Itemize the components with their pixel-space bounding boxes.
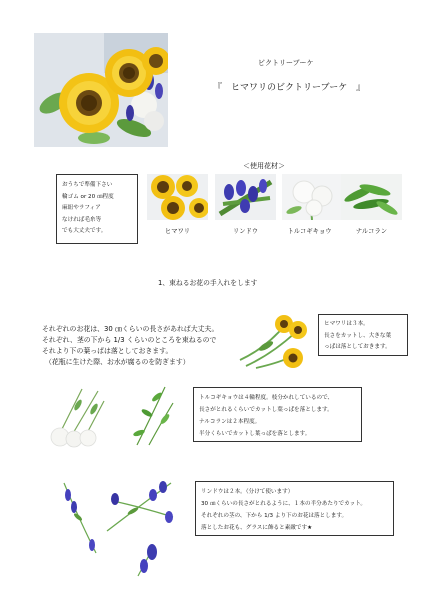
section3-note-line: それぞれの茎の、下から 1/3 より下のお花は落とします。 [201, 513, 348, 519]
rindou-stems-photo-1 [56, 477, 103, 556]
page-title: 『 ヒマワリのビクトリーブーケ 』 [213, 83, 366, 93]
himawari-note-line: 長さをカットし、大きな葉 [324, 332, 392, 339]
section1-paragraph [42, 324, 218, 368]
narukoran-stems-photo [127, 383, 178, 449]
materials-heading: ＜使用花材＞ [243, 162, 285, 170]
section3-note-line: 30 ㎝くらいの長さがとれるように、１本の半分あたりでカット。 [201, 501, 366, 507]
rindou-note-box [195, 481, 394, 536]
materials-note-line: 麻紐やラフィア [62, 205, 101, 211]
himawari-note-line: ヒマワリは３本。 [324, 321, 369, 327]
section3-note-line: 落としたお花も、グラスに飾ると素敵です★ [201, 525, 313, 531]
himawari-note-box [318, 314, 408, 356]
rindou-stems-photo-2 [103, 477, 178, 535]
section2-note-line: 半分くらいでカットし葉っぱを落とします。 [199, 431, 311, 437]
himawari-photo [147, 174, 208, 220]
materials-note-line: 輪ゴム or 20 ㎝程度 [62, 193, 114, 200]
section1-heading: 1、束ねるお花の手入れをします [158, 279, 258, 287]
torukogikyou-stems-photo [42, 383, 115, 449]
himawari-stems-photo [236, 310, 310, 370]
section2-note-line: 長さがとれるくらいでカットし葉っぱを落とします。 [199, 407, 333, 413]
flower-caption-himawari: ヒマワリ [164, 228, 191, 235]
flower-caption-rindou: リンドウ [232, 228, 259, 235]
section1-line: （花瓶に生けた際、お水が腐るのを防ぎます） [45, 358, 190, 366]
torukogikyou-photo [282, 174, 343, 220]
materials-note-line: おうちで準備下さい [62, 182, 113, 188]
narukoran-photo [341, 174, 402, 220]
page-subtitle: ビクトリーブーケ [258, 59, 314, 67]
materials-note-line: なければ毛糸等 [62, 216, 102, 223]
flower-caption-narukoran: ナルコラン [355, 228, 388, 235]
section1-line: それより下の葉っぱは落としておきます。 [42, 347, 173, 355]
bouquet-photo [34, 33, 168, 147]
rindou-flower-photo [132, 540, 162, 580]
section3-note-line: リンドウは２本。（分けて使います） [201, 489, 294, 495]
materials-note-box [56, 174, 138, 244]
rindou-photo [215, 174, 276, 220]
section1-line: それぞれ、茎の下から 1/3 くらいのところを束ねるので [42, 336, 217, 344]
flower-caption-torukogikyou: トルコギキョウ [287, 228, 332, 235]
section1-line: それぞれのお花は、30 ㎝くらいの長さがあれば大丈夫。 [42, 325, 219, 333]
torukogikyou-narukoran-note-box [193, 387, 362, 442]
section2-note-line: ナルコランは２本程度。 [199, 419, 261, 425]
section2-note-line: トルコギキョウは４輪程度。枝分かれしているので、 [199, 395, 334, 401]
materials-note-line: でも大丈夫です。 [62, 228, 107, 234]
himawari-note-line: っぱは落としておきます。 [324, 344, 391, 350]
